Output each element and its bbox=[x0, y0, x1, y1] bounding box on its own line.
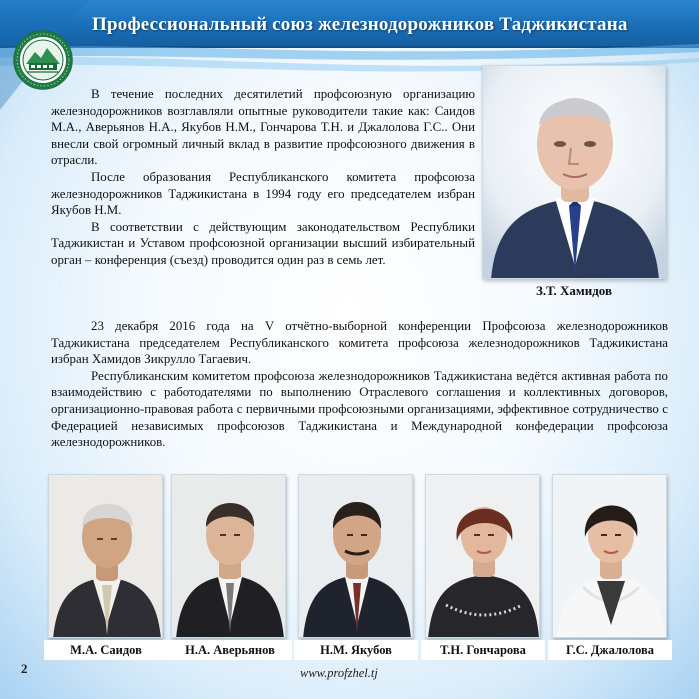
body-text bbox=[51, 318, 668, 451]
page-number: 2 bbox=[21, 661, 28, 676]
portrait-caption: М.А. Саидов bbox=[44, 640, 168, 660]
paragraph: В соответствии с действующим законодательством Республики Таджикистан и Уставом профсоюзной организации высший избирательный орган – конференция (съезд) проводится один раз в семь лет. bbox=[51, 219, 475, 267]
portrait-caption: Н.А. Аверьянов bbox=[168, 640, 292, 660]
page-title: Профессиональный союз железнодорожников Таджикистана bbox=[92, 14, 628, 35]
intro-text bbox=[51, 86, 475, 269]
portrait-caption: Н.М. Якубов bbox=[294, 640, 418, 660]
paragraph: После образования Республиканского комитета профсоюза железнодорожников Таджикистана в 1994 году его председателем избран Якубов Н.М. bbox=[51, 169, 475, 218]
paragraph: 23 декабря 2016 года на V отчётно-выборной конференции Профсоюза железнодорожников Таджикистана председателем Республиканского комитета профсоюза железнодорожников Таджикистана избран Хамидов Зикрулло Тагаевич. bbox=[51, 319, 668, 367]
portrait-caption: Г.С. Джалолова bbox=[548, 640, 672, 660]
trade-union-logo bbox=[13, 30, 73, 90]
main-portrait bbox=[482, 65, 666, 279]
paragraph: В течение последних десятилетий профсоюзную организацию железнодорожников возглавляли опытные руководители такие как: Саидов М.А., Аверьянов Н.А., Якубов Н.М., Гончарова Т.Н. и Джалолова Г.С.. Они внесли свой огромный личный вклад в развитие профсоюзного движения в отрасли. bbox=[51, 87, 475, 168]
main-portrait-caption: З.Т. Хамидов bbox=[536, 283, 612, 298]
portrait-photo bbox=[171, 474, 286, 638]
portrait-photo bbox=[298, 474, 413, 638]
portrait-caption: Т.Н. Гончарова bbox=[421, 640, 545, 660]
footer-url: www.profzhel.tj bbox=[300, 666, 378, 680]
portrait-photo bbox=[552, 474, 667, 638]
portrait-photo bbox=[425, 474, 540, 638]
paragraph: Республиканским комитетом профсоюза железнодорожников Таджикистана ведётся активная работа по взаимодействию с работодателями по выполнению Отраслевого соглашения и коллективных договоров, организационно-правовая работа с первичными профсоюзными организациями, эффективное сотрудничество с Федерацией независимых профсоюзов Таджикистана и Международной конфедерации профсоюза железнодорожников. bbox=[51, 368, 668, 450]
portrait-photo bbox=[48, 474, 163, 638]
